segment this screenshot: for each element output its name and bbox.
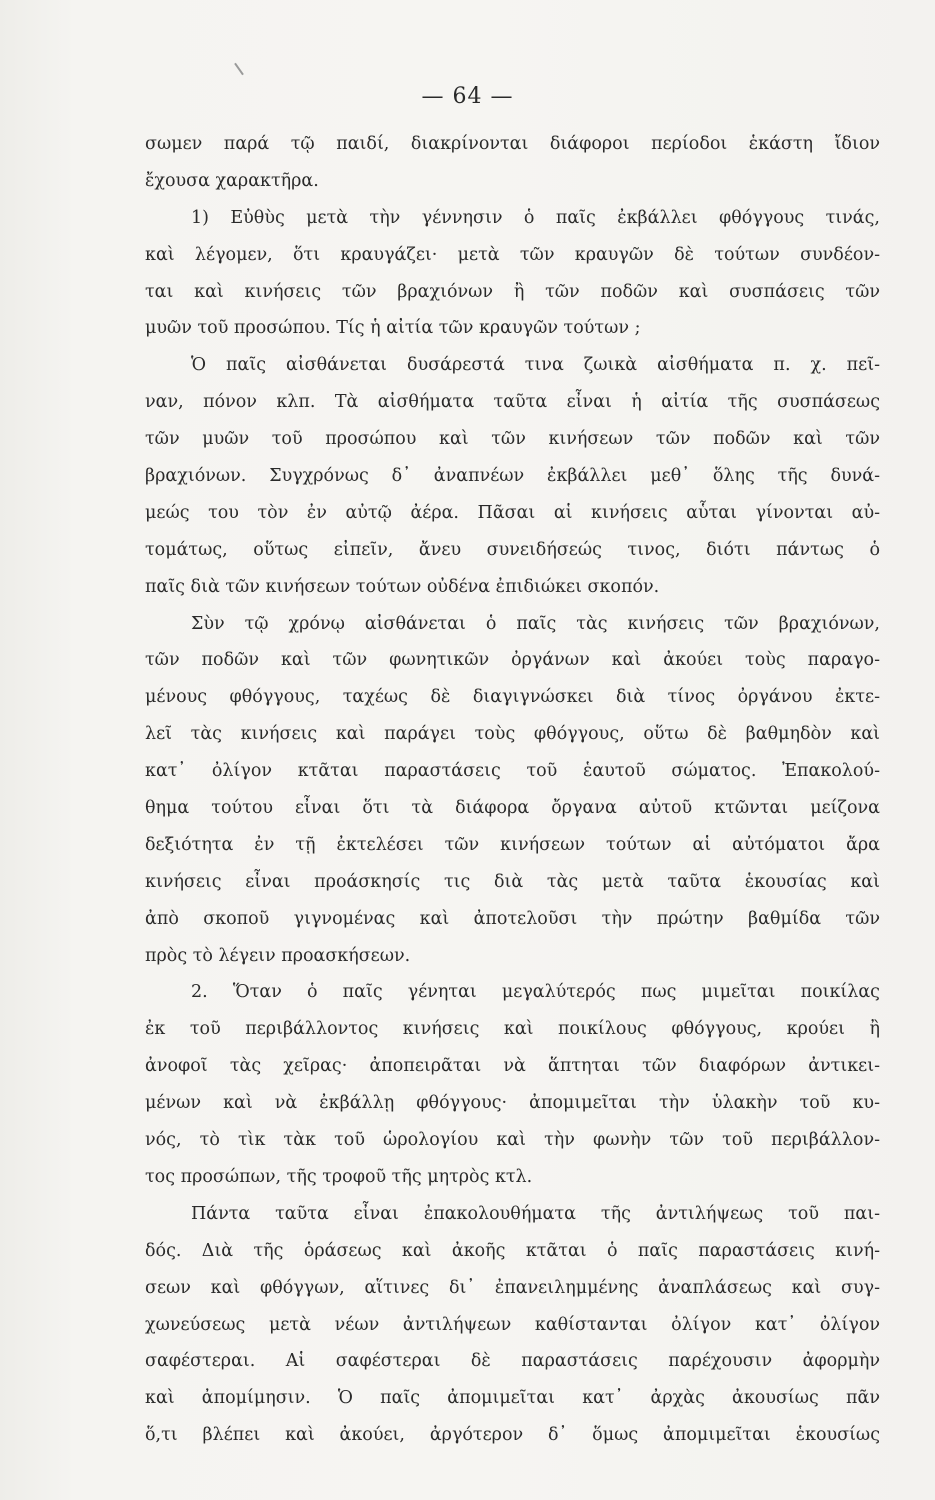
text-line: καὶ λέγομεν, ὅτι κραυγάζει· μετὰ τῶν κραυγῶν δὲ τούτων συνδέον- (145, 244, 880, 265)
text-line: σεων καὶ φθόγγων, αἵτινες δι᾽ ἐπανειλημμένης ἀναπλάσεως καὶ συγ- (145, 1277, 880, 1298)
text-line: μυῶν τοῦ προσώπου. Τίς ἡ αἰτία τῶν κραυγῶν τούτων ; (145, 318, 641, 339)
text-line: ἀπὸ σκοποῦ γιγνομένας καὶ ἀποτελοῦσι τὴν πρώτην βαθμίδα τῶν (145, 908, 880, 929)
text-line: Ὁ παῖς αἰσθάνεται δυσάρεστά τινα ζωικὰ αἰσθήματα π. χ. πεῖ- (191, 355, 880, 376)
text-line: Σὺν τῷ χρόνῳ αἰσθάνεται ὁ παῖς τὰς κινήσεις τῶν βραχιόνων, (191, 613, 880, 634)
text-line: μένους φθόγγους, ταχέως δὲ διαγιγνώσκει διὰ τίνος ὀργάνου ἐκτε- (145, 687, 880, 708)
text-line: ἀνοφοῖ τὰς χεῖρας· ἀποπειρᾶται νὰ ἅπτηται τῶν διαφόρων ἀντικει- (145, 1056, 880, 1077)
page-mark (234, 63, 244, 76)
text-line: σαφέστεραι. Αἱ σαφέστεραι δὲ παραστάσεις παρέχουσιν ἀφορμὴν (145, 1351, 880, 1372)
text-line: ται καὶ κινήσεις τῶν βραχιόνων ἢ τῶν ποδῶν καὶ συσπάσεις τῶν (145, 281, 880, 302)
page-number: — 64 — (421, 84, 514, 109)
text-line: τομάτως, οὕτως εἰπεῖν, ἄνευ συνειδήσεώς τινος, διότι πάντως ὁ (145, 539, 880, 560)
text-line: 1) Εὐθὺς μετὰ τὴν γέννησιν ὁ παῖς ἐκβάλλει φθόγγους τινάς, (191, 207, 880, 228)
text-line: τῶν μυῶν τοῦ προσώπου καὶ τῶν κινήσεων τῶν ποδῶν καὶ τῶν (145, 429, 880, 450)
text-line: δός. Διὰ τῆς ὁράσεως καὶ ἀκοῆς κτᾶται ὁ παῖς παραστάσεις κινή- (145, 1240, 880, 1261)
text-line: παῖς διὰ τῶν κινήσεων τούτων οὐδένα ἐπιδιώκει σκοπόν. (145, 576, 660, 597)
text-line: μεώς του τὸν ἐν αὐτῷ ἀέρα. Πᾶσαι αἱ κινήσεις αὗται γίνονται αὐ- (145, 502, 880, 523)
text-line: ἔχουσα χαρακτῆρα. (145, 170, 319, 191)
text-line: λεῖ τὰς κινήσεις καὶ παράγει τοὺς φθόγγους, οὕτω δὲ βαθμηδὸν καὶ (145, 724, 880, 745)
text-line: 2. Ὅταν ὁ παῖς γένηται μεγαλύτερός πως μιμεῖται ποικίλας (191, 982, 880, 1003)
text-line: θημα τούτου εἶναι ὅτι τὰ διάφορα ὄργανα αὐτοῦ κτῶνται μείζονα (145, 798, 880, 819)
text-line: ἐκ τοῦ περιβάλλοντος κινήσεις καὶ ποικίλους φθόγγους, κρούει ἢ (145, 1019, 880, 1040)
text-line: τῶν ποδῶν καὶ τῶν φωνητικῶν ὀργάνων καὶ ἀκούει τοὺς παραγο- (145, 650, 880, 671)
text-line: κινήσεις εἶναι προάσκησίς τις διὰ τὰς μετὰ ταῦτα ἑκουσίας καὶ (145, 871, 880, 892)
text-line: ὅ,τι βλέπει καὶ ἀκούει, ἀργότερον δ᾽ ὅμως ἀπομιμεῖται ἑκουσίως (145, 1425, 880, 1446)
text-line: καὶ ἀπομίμησιν. Ὁ παῖς ἀπομιμεῖται κατ᾽ ἀρχὰς ἀκουσίως πᾶν (145, 1388, 880, 1409)
text-line: τος προσώπων, τῆς τροφοῦ τῆς μητρὸς κτλ. (145, 1166, 533, 1187)
text-line: χωνεύσεως μετὰ νέων ἀντιλήψεων καθίστανται ὀλίγον κατ᾽ ὀλίγον (145, 1314, 880, 1335)
text-line: κατ᾽ ὀλίγον κτᾶται παραστάσεις τοῦ ἑαυτοῦ σώματος. Ἐπακολού- (145, 761, 880, 782)
text-line: βραχιόνων. Συγχρόνως δ᾽ ἀναπνέων ἐκβάλλει μεθ᾽ ὅλης τῆς δυνά- (145, 466, 880, 487)
text-line: πρὸς τὸ λέγειν προασκήσεων. (145, 945, 411, 966)
text-line: σωμεν παρά τῷ παιδί, διακρίνονται διάφοροι περίοδοι ἑκάστη ἴδιον (145, 134, 880, 154)
text-line: δεξιότητα ἐν τῇ ἐκτελέσει τῶν κινήσεων τούτων αἱ αὐτόματοι ἄρα (145, 834, 880, 855)
text-line: ναν, πόνον κλπ. Τὰ αἰσθήματα ταῦτα εἶναι ἡ αἰτία τῆς συσπάσεως (145, 392, 880, 413)
text-line: Πάντα ταῦτα εἶναι ἐπακολουθήματα τῆς ἀντιλήψεως τοῦ παι- (191, 1203, 880, 1224)
text-line: νός, τὸ τὶκ τὰκ τοῦ ὡρολογίου καὶ τὴν φωνὴν τῶν τοῦ περιβάλλον- (145, 1130, 880, 1151)
text-line: μένων καὶ νὰ ἐκβάλλῃ φθόγγους· ἀπομιμεῖται τὴν ὑλακὴν τοῦ κυ- (145, 1093, 880, 1114)
body-text (145, 126, 880, 1454)
